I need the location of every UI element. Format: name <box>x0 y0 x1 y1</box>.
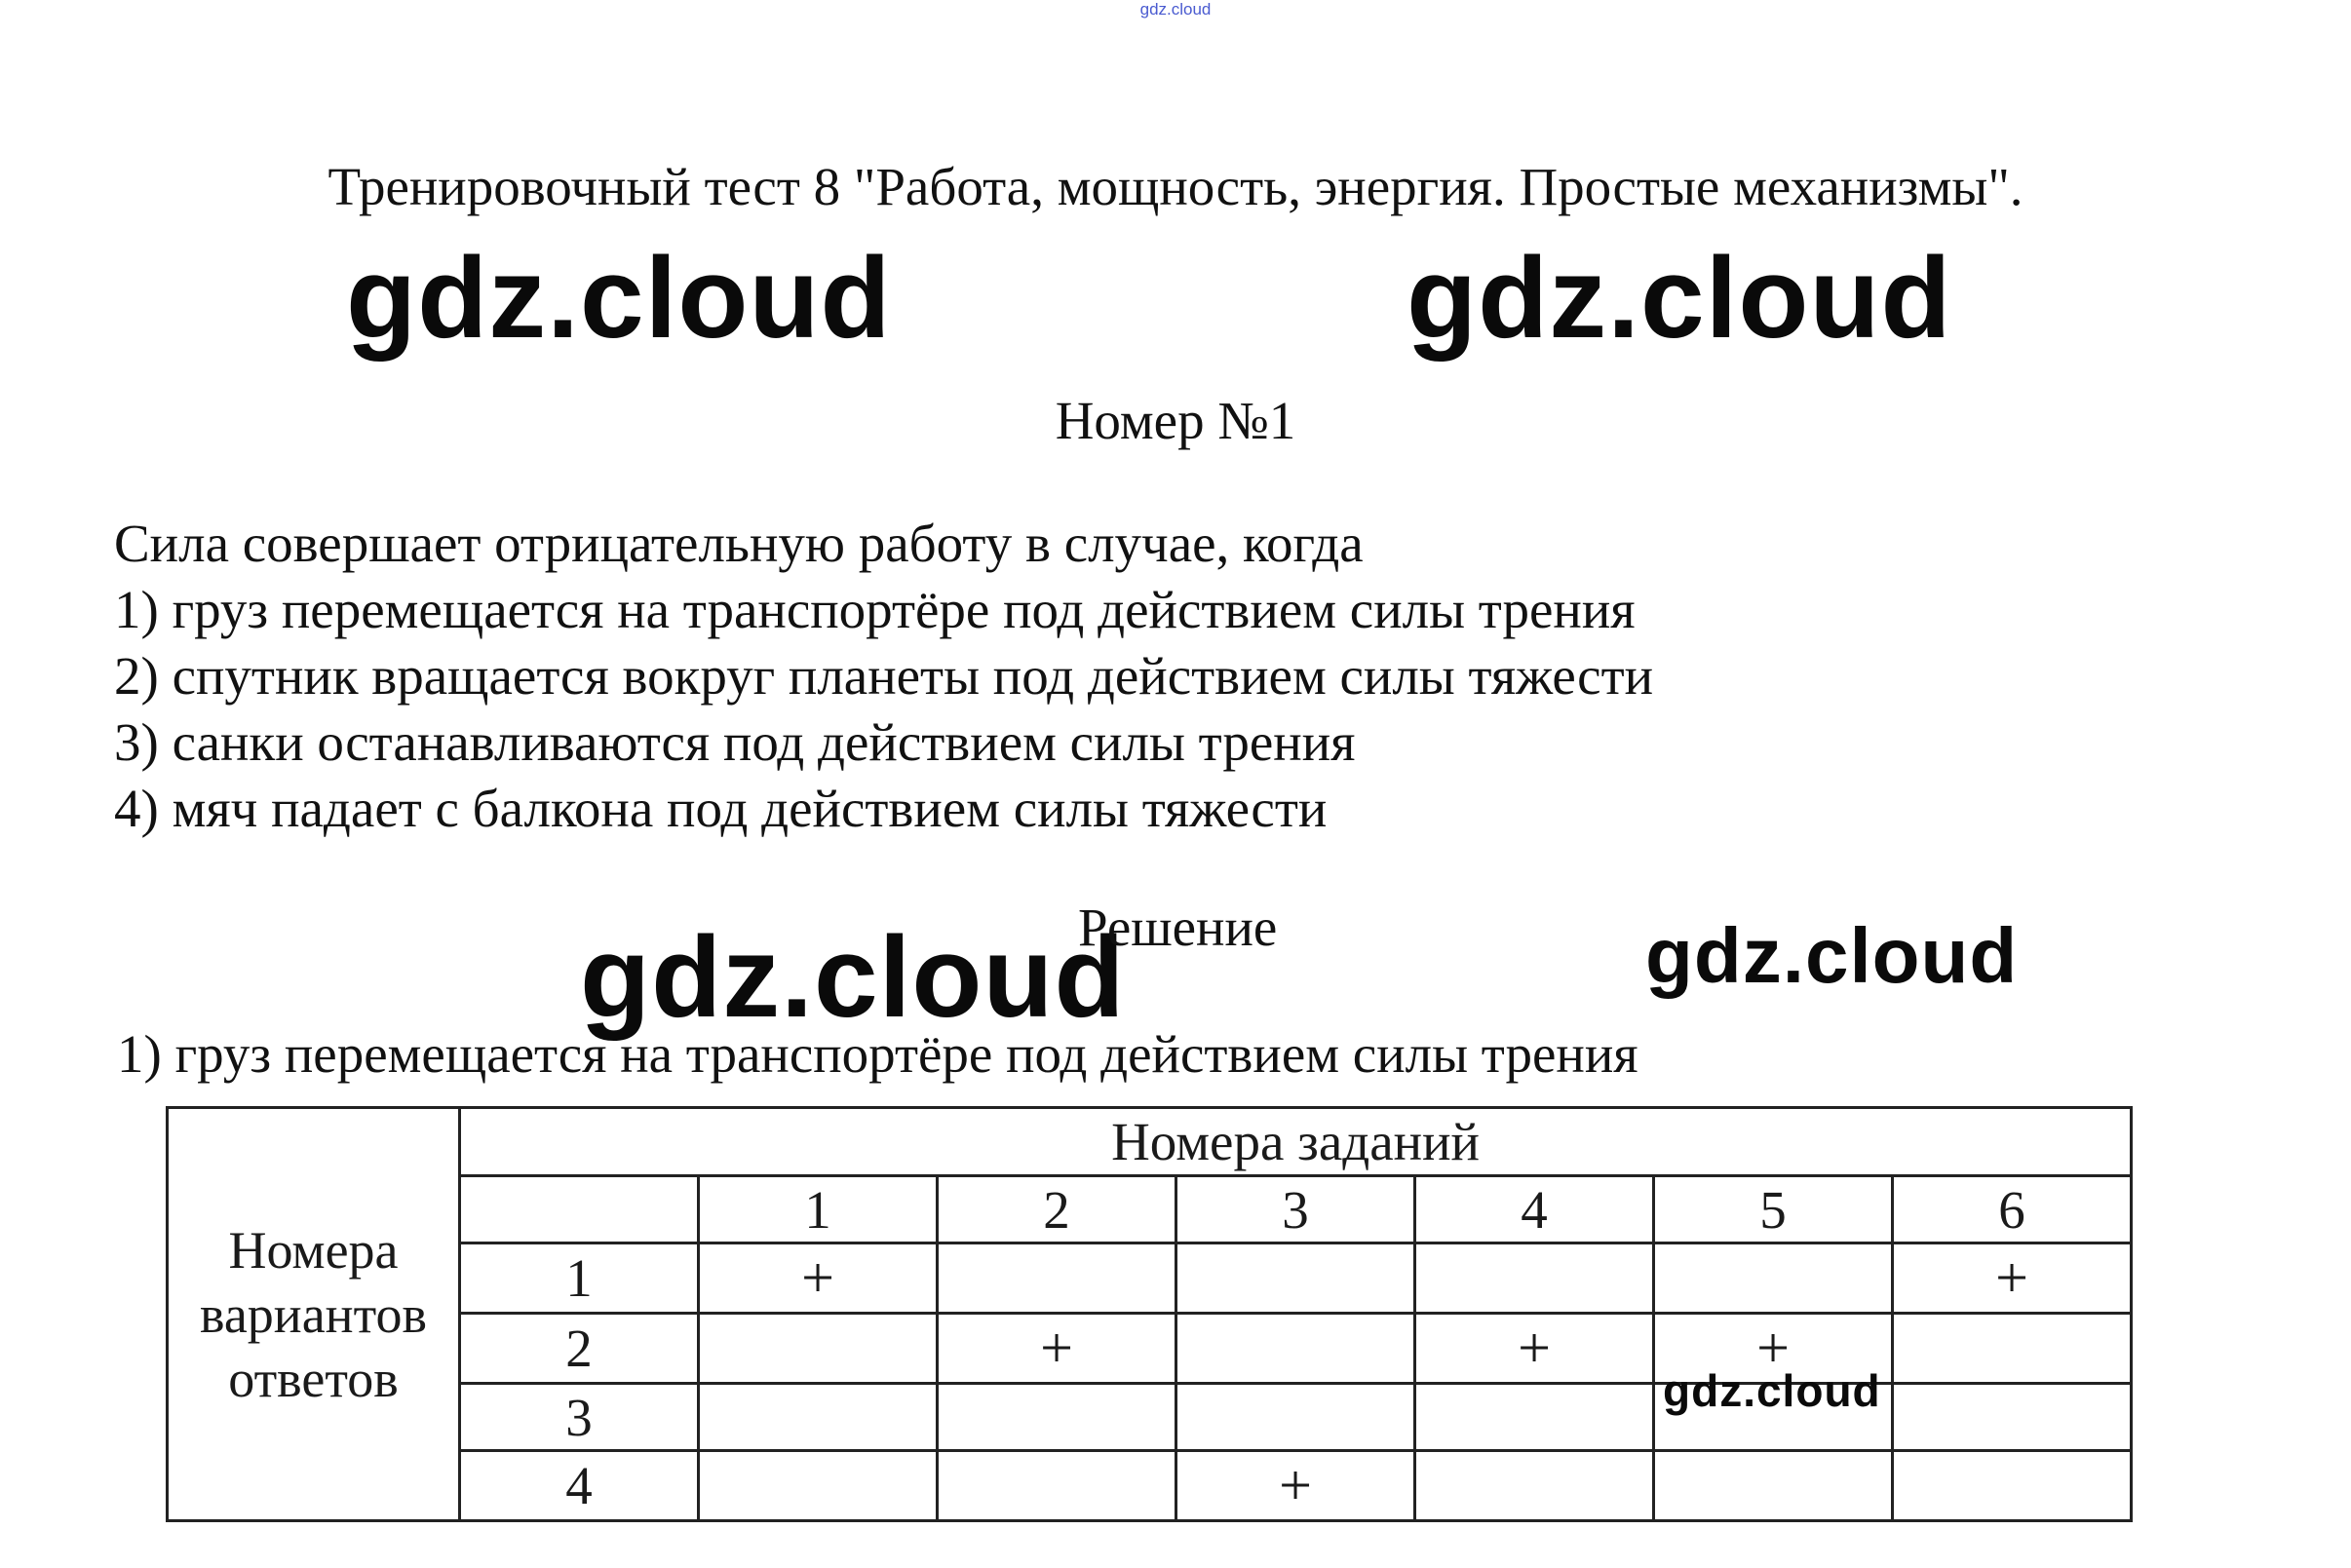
question-prompt: Сила совершает отрицательную работу в случае, когда <box>114 514 1364 573</box>
column-header: 6 <box>1893 1176 2132 1243</box>
row-group-header <box>168 1108 460 1521</box>
table-cell <box>1176 1384 1415 1451</box>
solution-heading: Решение <box>1078 898 1278 957</box>
table-cell: + <box>1893 1243 2132 1314</box>
watermark-4: gdz.cloud <box>1645 912 2019 999</box>
solution-answer: 1) груз перемещается на транспортёре под действием силы трения <box>117 1024 1638 1084</box>
table-cell <box>1654 1243 1893 1314</box>
header-watermark: gdz.cloud <box>1139 0 1212 19</box>
table-cell: + <box>1654 1314 1893 1384</box>
test-title: Тренировочный тест 8 "Работа, мощность, энергия. Простые механизмы". <box>328 157 2023 216</box>
row-label: 2 <box>460 1314 699 1384</box>
answer-option-4: 4) мяч падает с балкона под действием силы тяжести <box>114 779 1328 838</box>
table-cell <box>699 1451 938 1521</box>
answer-option-2: 2) спутник вращается вокруг планеты под действием силы тяжести <box>114 646 1654 706</box>
row-group-header-line-1: Номера <box>228 1220 399 1280</box>
row-group-header-line-3: ответов <box>228 1349 399 1408</box>
column-header: 4 <box>1415 1176 1654 1243</box>
row-label: 3 <box>460 1384 699 1451</box>
table-cell <box>1176 1314 1415 1384</box>
row-label: 4 <box>460 1451 699 1521</box>
table-cell: + <box>938 1314 1176 1384</box>
table-row <box>168 1451 2132 1521</box>
watermark-3: gdz.cloud <box>580 913 1126 1042</box>
column-header: 2 <box>938 1176 1176 1243</box>
column-header: 5 <box>1654 1176 1893 1243</box>
corner-cell <box>460 1176 699 1243</box>
table-cell <box>938 1243 1176 1314</box>
table-cell: + <box>1176 1451 1415 1521</box>
table-row <box>168 1243 2132 1314</box>
column-header: 1 <box>699 1176 938 1243</box>
watermark-5: gdz.cloud <box>1663 1365 1881 1416</box>
table-cell <box>1893 1451 2132 1521</box>
problem-number: Номер №1 <box>1055 391 1296 450</box>
row-group-header-line-2: вариантов <box>200 1284 427 1344</box>
table-cell <box>938 1451 1176 1521</box>
table-cell: + <box>1415 1314 1654 1384</box>
table-cell <box>1893 1384 2132 1451</box>
table-cell <box>1654 1451 1893 1521</box>
table-cell <box>699 1314 938 1384</box>
table-cell <box>1893 1314 2132 1384</box>
table-cell <box>938 1384 1176 1451</box>
answer-option-1: 1) груз перемещается на транспортёре под действием силы трения <box>114 580 1636 639</box>
answer-option-3: 3) санки останавливаются под действием силы трения <box>114 712 1356 772</box>
table-cell <box>1176 1243 1415 1314</box>
watermark-2: gdz.cloud <box>1407 234 1952 363</box>
table-cell <box>1415 1384 1654 1451</box>
column-header: 3 <box>1176 1176 1415 1243</box>
table-cell <box>1415 1451 1654 1521</box>
answer-table <box>166 1106 2133 1522</box>
table-cell <box>699 1384 938 1451</box>
watermark-1: gdz.cloud <box>346 234 892 363</box>
table-cell: + <box>699 1243 938 1314</box>
column-group-header: Номера заданий <box>460 1108 2132 1176</box>
row-label: 1 <box>460 1243 699 1314</box>
table-cell <box>1415 1243 1654 1314</box>
